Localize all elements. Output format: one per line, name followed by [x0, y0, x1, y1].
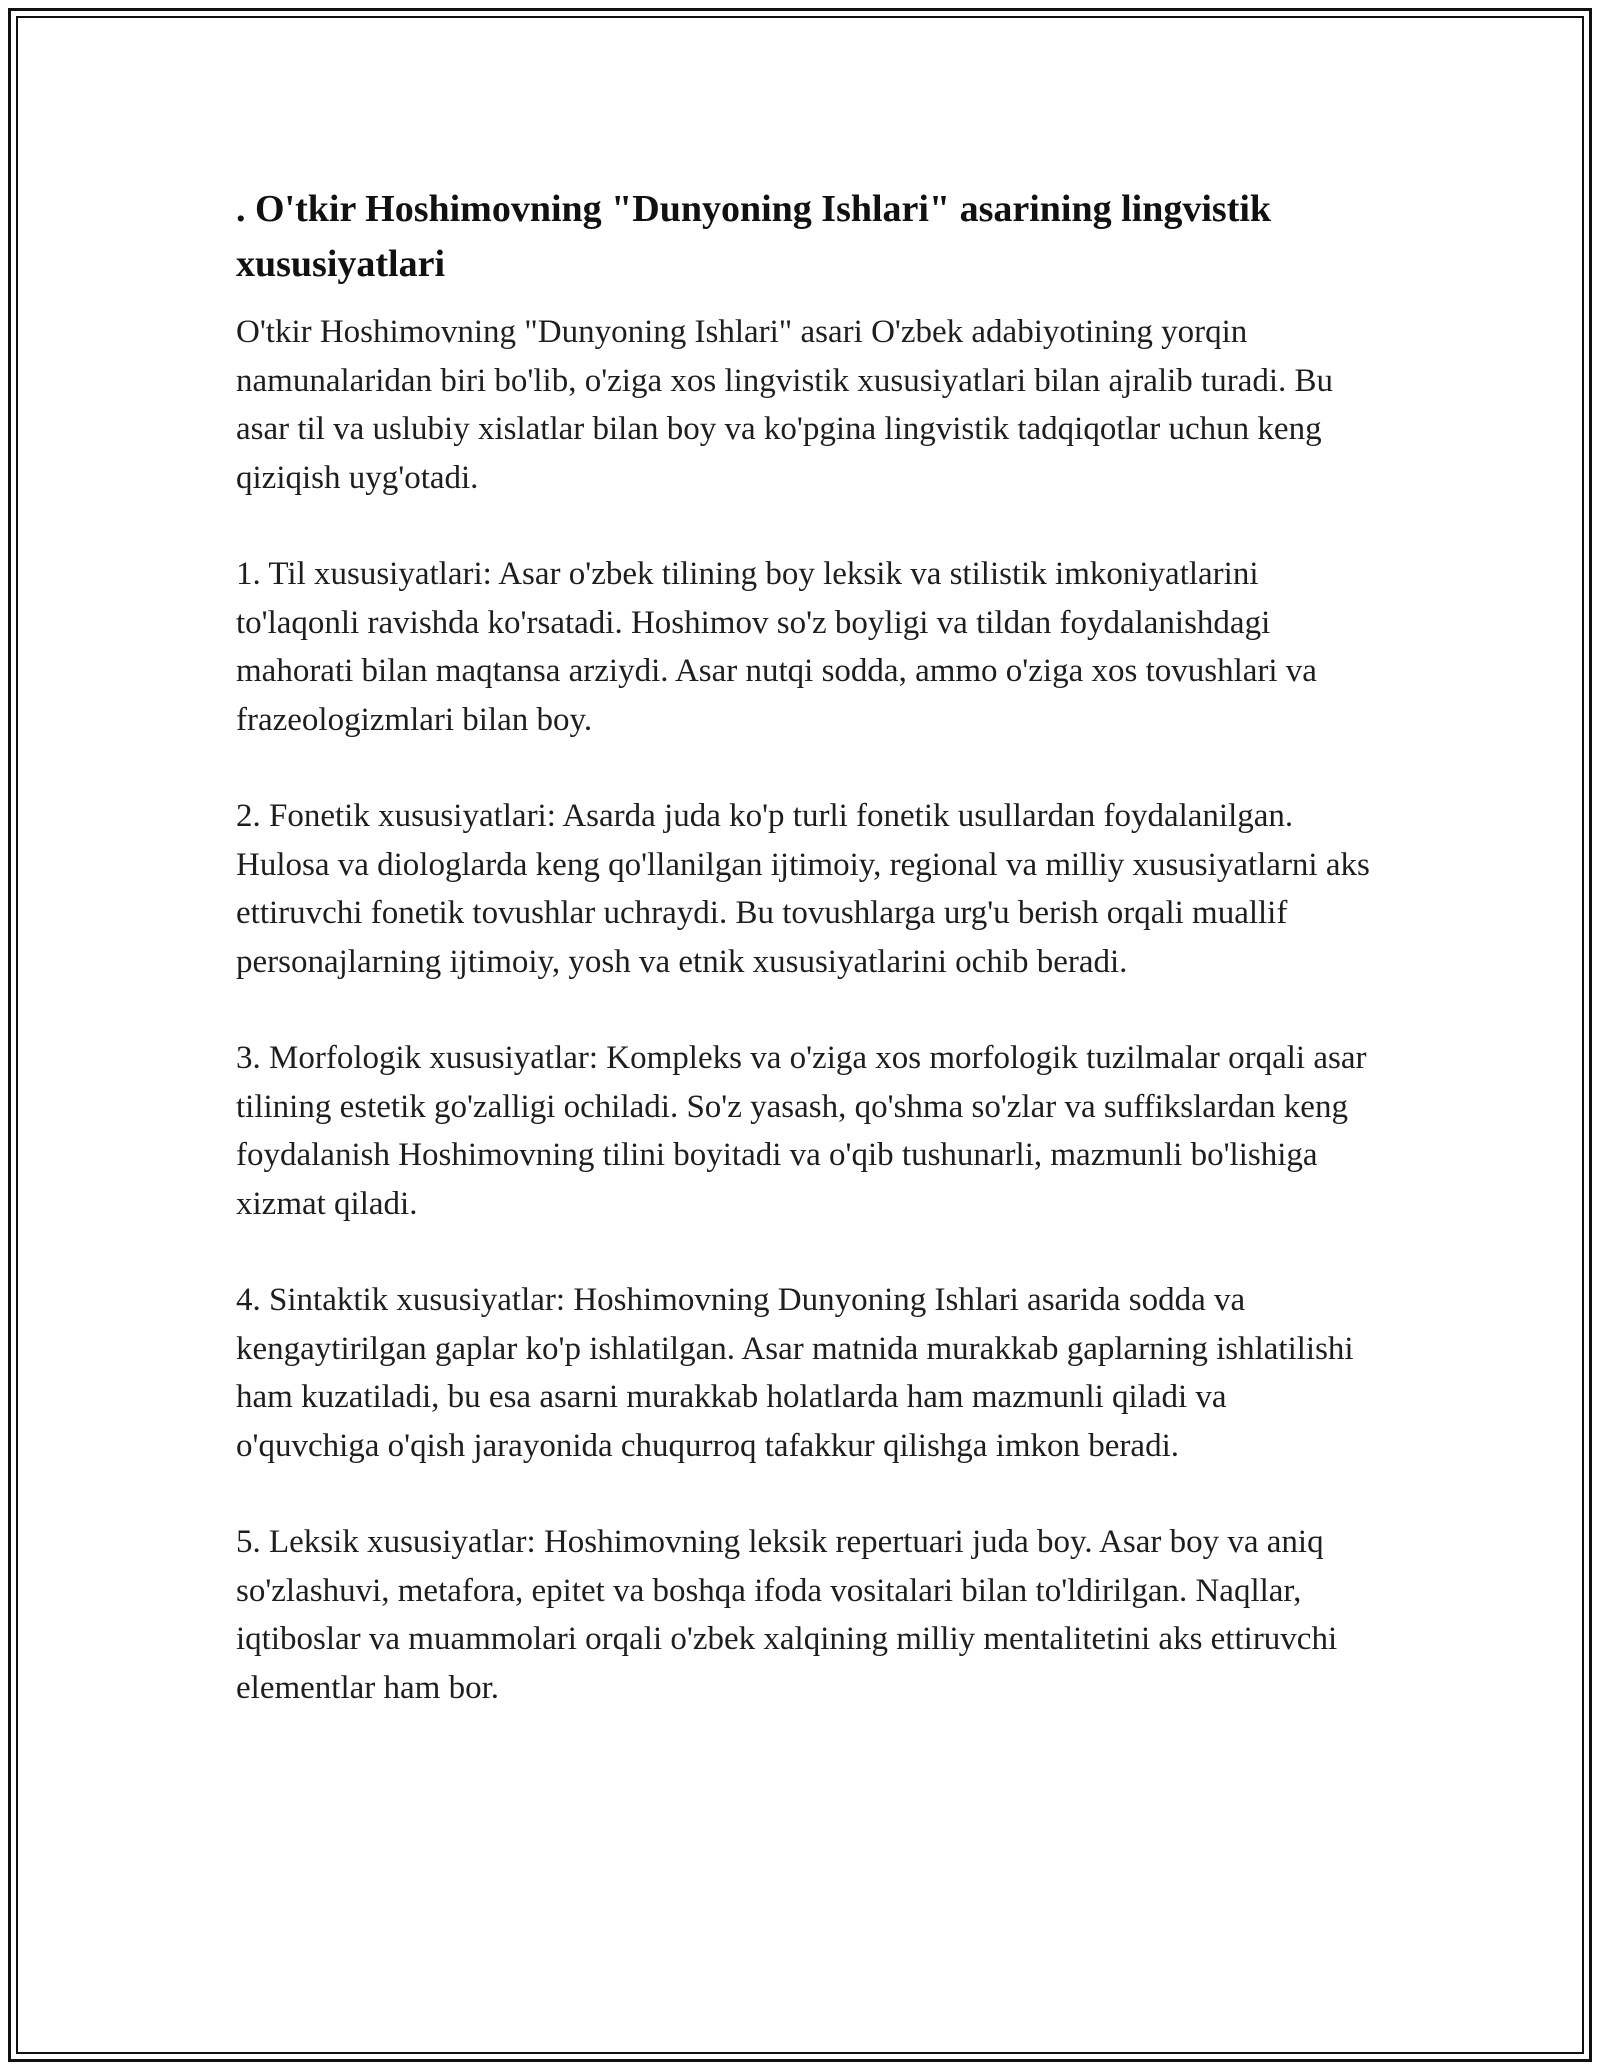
paragraph-fonetik-xususiyatlari: 2. Fonetik xususiyatlari: Asarda juda ko'p turli fonetik usullardan foydalanilgan. Hulosa va diologlarda keng qo'llanilgan ijtimoiy, regional va milliy xususiyatlarni aks ettiruvchi fonetik tovushlar uchraydi. Bu tovushlarga urg'u berish orqali muallif personajlarning ijtimoiy, yosh va etnik xususiyatlarini ochib beradi.	[236, 798, 1370, 980]
paragraph-leksik-xususiyatlar: 5. Leksik xususiyatlar: Hoshimovning leksik repertuari juda boy. Asar boy va aniq so'zlashuvi, metafora, epitet va boshqa ifoda vositalari bilan to'ldirilgan. Naqllar, iqtiboslar va muammolari orqali o'zbek xalqining milliy mentalitetini aks ettiruvchi elementlar ham bor.	[236, 1524, 1338, 1706]
paragraph-sintaktik-xususiyatlar: 4. Sintaktik xususiyatlar: Hoshimovning Dunyoning Ishlari asarida sodda va kengaytirilgan gaplar ko'p ishlatilgan. Asar matnida murakkab gaplarning ishlatilishi ham kuzatiladi, bu esa asarni murakkab holatlarda ham mazmunli qiladi va o'quvchiga o'qish jarayonida chuqurroq tafakkur qilishga imkon beradi.	[236, 1282, 1354, 1464]
document-body	[236, 182, 1376, 1760]
intro-paragraph: O'tkir Hoshimovning "Dunyoning Ishlari" asari O'zbek adabiyotining yorqin namunalaridan biri bo'lib, o'ziga xos lingvistik xususiyatlari bilan ajralib turadi. Bu asar til va uslubiy xislatlar bilan boy va ko'pgina lingvistik tadqiqotlar uchun keng qiziqish uyg'otadi.	[236, 314, 1334, 496]
document-title: . O'tkir Hoshimovning "Dunyoning Ishlari" asarining lingvistik xususiyatlari	[236, 188, 1272, 285]
paragraph-til-xususiyatlari: 1. Til xususiyatlari: Asar o'zbek tilining boy leksik va stilistik imkoniyatlarini to'laqonli ravishda ko'rsatadi. Hoshimov so'z boyligi va tildan foydalanishdagi mahorati bilan maqtansa arziydi. Asar nutqi sodda, ammo o'ziga xos tovushlari va frazeologizmlari bilan boy.	[236, 556, 1317, 738]
paragraph-morfologik-xususiyatlar: 3. Morfologik xususiyatlar: Kompleks va o'ziga xos morfologik tuzilmalar orqali asar tilining estetik go'zalligi ochiladi. So'z yasash, qo'shma so'zlar va suffikslardan keng foydalanish Hoshimovning tilini boyitadi va o'qib tushunarli, mazmunli bo'lishiga xizmat qiladi.	[236, 1040, 1367, 1222]
